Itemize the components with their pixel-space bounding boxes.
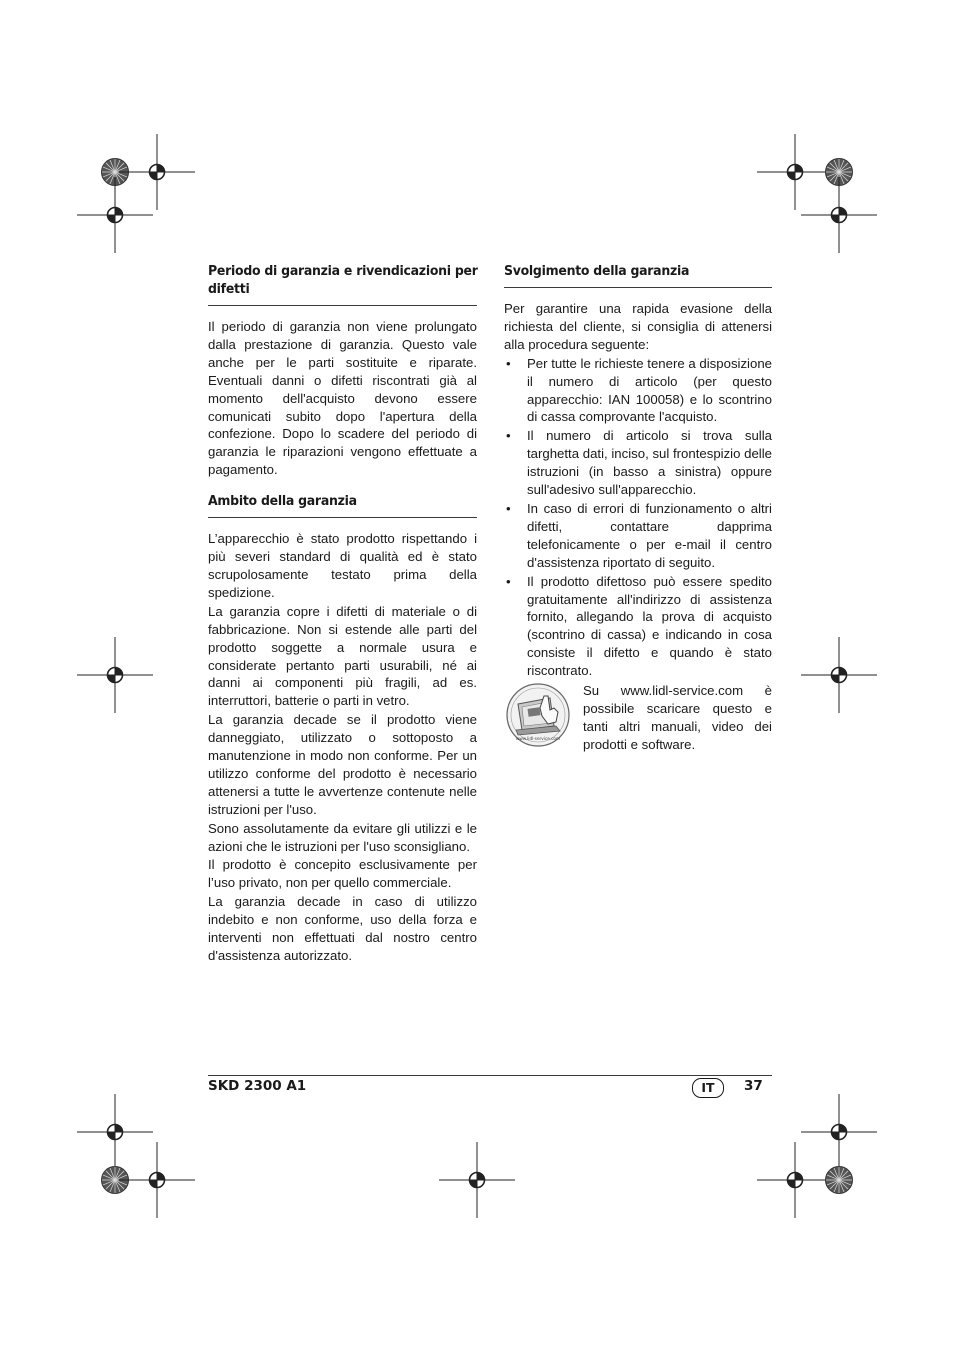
- section-heading-warranty-procedure: [504, 262, 772, 288]
- service-block: [504, 682, 772, 754]
- paragraph: Sono assolutamente da evitare gli utilizzi e le azioni che le istruzioni per l'uso sconsigliano.: [208, 820, 477, 854]
- bullet-icon: •: [506, 355, 511, 371]
- list-item: • Il prodotto difettoso può essere spedito gratuitamente all'indirizzo di assistenza fornito, allegando la prova di acquisto (scontrino di cassa) e indicando in cosa consiste il difetto e quando è stato riscontrato.: [506, 573, 772, 679]
- heading-text: Svolgimento della garanzia: [504, 263, 690, 279]
- section-heading-warranty-scope: [208, 492, 477, 518]
- list-item: • Per tutte le richieste tenere a disposizione il numero di articolo (per questo apparecchio: IAN 100058) e lo scontrino di cassa comprovante l'acquisto.: [506, 355, 772, 425]
- paragraph: La garanzia decade in caso di utilizzo indebito e non conforme, uso della forza e interventi non effettuati dal nostro centro d'assistenza autorizzato.: [208, 894, 477, 963]
- service-text: Su www.lidl-service.com è possibile scaricare questo e tanti altri manuali, video dei prodotti e software.: [583, 683, 772, 752]
- procedure-list: [504, 355, 772, 680]
- paragraph: La garanzia copre i difetti di materiale o di fabbricazione. Non si estende alle parti del prodotto soggette a normale usura e considerate pertanto parti usurabili, né ai danni ai componenti più fragili, ad es. interruttori, batterie o parti in vetro.: [208, 603, 477, 709]
- paragraph: Il prodotto è concepito esclusivamente per l’uso privato, non per quello commerciale.: [208, 857, 477, 891]
- footer-divider: [208, 1075, 772, 1076]
- paragraph: L’apparecchio è stato prodotto rispettando i più severi standard di qualità ed è stato scrupolosamente testato prima della spedizione.: [208, 531, 477, 600]
- logo-url-text: www.lidl-service.com: [515, 736, 561, 742]
- heading-text: Periodo di garanzia e rivendicazioni per difetti: [208, 263, 478, 297]
- page-number: 37: [744, 1078, 763, 1094]
- bullet-icon: •: [506, 428, 511, 444]
- bullet-icon: •: [506, 500, 511, 516]
- list-item: • In caso di errori di funzionamento o altri difetti, contattare dapprima telefonicamente o per e-mail il centro d'assistenza riportato di seguito.: [506, 500, 772, 570]
- right-column: [504, 262, 772, 754]
- section-heading-warranty-period: [208, 262, 477, 306]
- paragraph: La garanzia decade se il prodotto viene danneggiato, utilizzato o sottoposto a manutenzione in modo non conforme. Per un utilizzo conforme del prodotto è necessario attenersi a tutte le avvertenze contenute nelle istruzioni per l'uso.: [208, 712, 477, 817]
- language-badge: IT: [692, 1078, 724, 1098]
- left-column: [208, 262, 477, 966]
- bullet-icon: •: [506, 573, 511, 589]
- paragraph: Il periodo di garanzia non viene prolungato dalla prestazione di garanzia. Questo vale anche per le parti sostituite e riparate. Eventuali danni o difetti riscontrati già al momento dell'acquisto devono essere comunicati subito dopo l'apertura della confezione. Dopo lo scadere del periodo di garanzia le riparazioni vengono effettuate a pagamento.: [208, 319, 477, 478]
- lidl-service-logo-icon: [504, 682, 576, 748]
- heading-text: Ambito della garanzia: [208, 493, 357, 510]
- footer-model-number: SKD 2300 A1: [208, 1078, 307, 1094]
- list-item: • Il numero di articolo si trova sulla targhetta dati, inciso, sul frontespizio delle istruzioni (in basso a sinistra) oppure sull'adesivo sull'apparecchio.: [506, 428, 772, 498]
- intro-paragraph: Per garantire una rapida evasione della richiesta del cliente, si consiglia di attenersi alla procedura seguente:: [504, 301, 772, 352]
